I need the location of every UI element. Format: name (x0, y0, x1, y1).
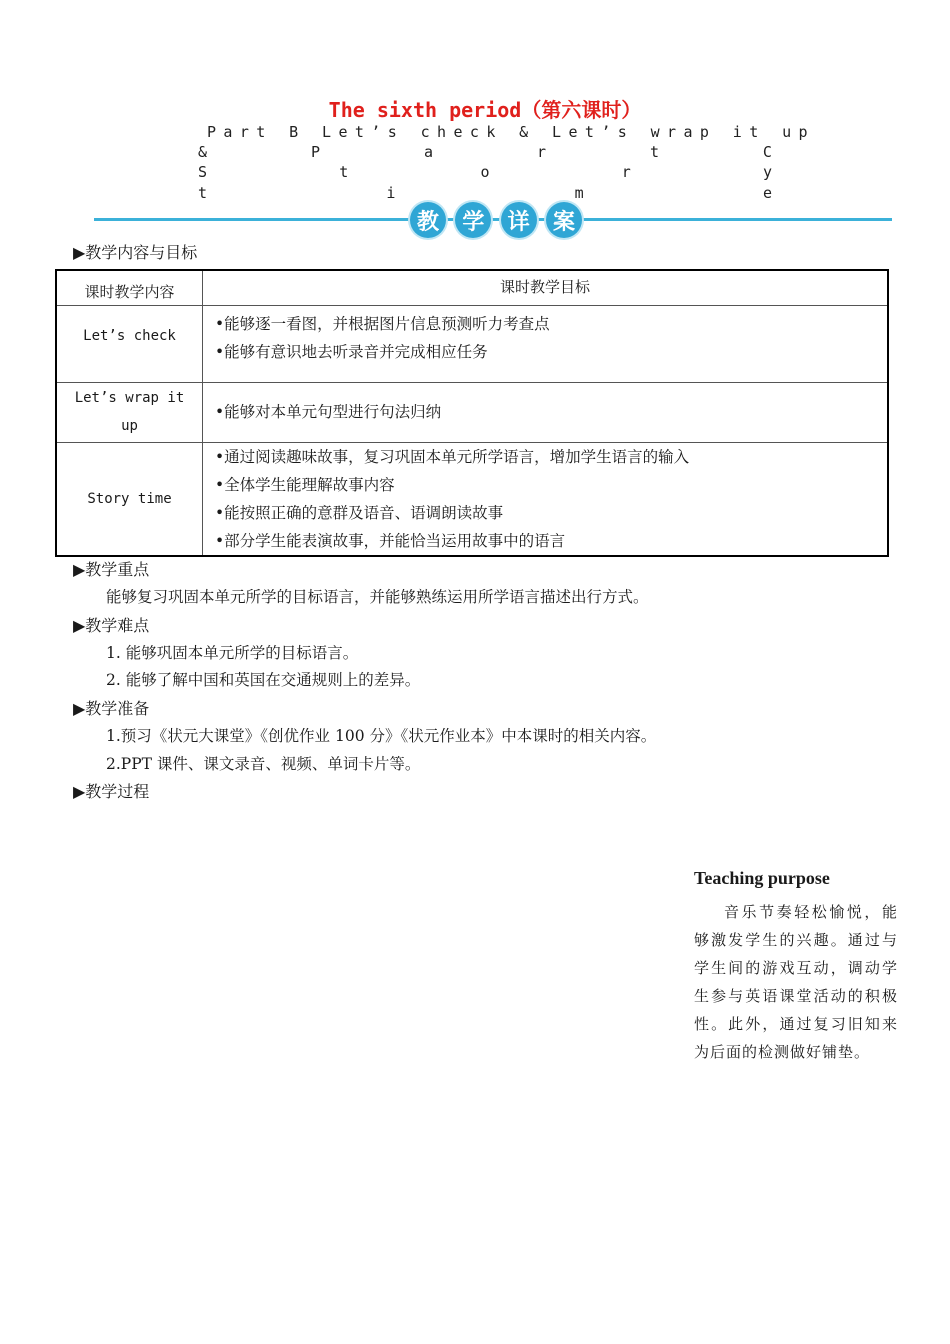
row-goals (203, 442, 889, 556)
table-header-row (56, 270, 888, 305)
section-content-goals: ▶教学内容与目标 (73, 243, 198, 262)
col-header-goals: 课时教学目标 (203, 270, 889, 305)
goal-item: •全体学生能理解故事内容 (215, 475, 395, 494)
lesson-title: The sixth period（第六课时） (328, 98, 642, 122)
goals-table (55, 269, 889, 557)
row-content-line: Let’s wrap it (74, 390, 185, 406)
subtitle-line-4: t i m e (198, 184, 772, 202)
teaching-purpose-title: Teaching purpose (694, 868, 830, 888)
difficulty-item: 1. 能够巩固本单元所学的目标语言。 (106, 644, 359, 662)
table-row (56, 442, 888, 556)
table-row (56, 305, 888, 382)
preparation-item: 1.预习《状元大课堂》《创优作业 100 分》《状元作业本》中本课时的相关内容。 (106, 727, 657, 745)
table-row (56, 382, 888, 442)
difficulty-item: 2. 能够了解中国和英国在交通规则上的差异。 (106, 671, 421, 689)
row-content-line: up (121, 418, 138, 434)
lesson-plan-banner (410, 203, 582, 237)
row-content: Story time (56, 442, 203, 556)
teaching-purpose-body: 音乐节奏轻松愉悦，能够激发学生的兴趣。通过与学生间的游戏互动，调动学生参与英语课堂活动的积极性。此外，通过复习旧知来为后面的检测做好铺垫。 (694, 903, 898, 1061)
goal-item: •能够对本单元句型进行句法归纳 (215, 403, 442, 421)
banner-char: 教 (410, 202, 446, 238)
row-content (56, 382, 203, 442)
row-goals (203, 305, 889, 382)
subtitle-line-2: & P a r t C (198, 143, 772, 161)
subtitle-line-3: S t o r y (198, 163, 772, 181)
goal-item: •能够有意识地去听录音并完成相应任务 (215, 342, 488, 361)
section-key-points: ▶教学重点 (73, 560, 150, 579)
lesson-subtitle: Part B Let’s check & Let’s wrap it up (207, 123, 815, 141)
goal-item: •能按照正确的意群及语音、语调朗读故事 (215, 503, 504, 522)
section-difficulties: ▶教学难点 (73, 616, 150, 635)
col-header-content: 课时教学内容 (56, 270, 203, 305)
banner-char: 详 (501, 202, 537, 238)
row-content: Let’s check (56, 305, 203, 382)
goal-item: •通过阅读趣味故事，复习巩固本单元所学语言，增加学生语言的输入 (215, 447, 690, 466)
section-preparation: ▶教学准备 (73, 699, 150, 718)
goal-item: •能够逐一看图，并根据图片信息预测听力考查点 (215, 314, 550, 333)
key-points-text: 能够复习巩固本单元所学的目标语言，并能够熟练运用所学语言描述出行方式。 (106, 588, 649, 606)
row-goals (203, 382, 889, 442)
goal-item: •部分学生能表演故事，并能恰当运用故事中的语言 (215, 531, 566, 550)
banner-char: 学 (455, 202, 491, 238)
preparation-item: 2.PPT 课件、课文录音、视频、单词卡片等。 (106, 755, 421, 773)
section-process: ▶教学过程 (73, 782, 150, 801)
banner-char: 案 (546, 202, 582, 238)
